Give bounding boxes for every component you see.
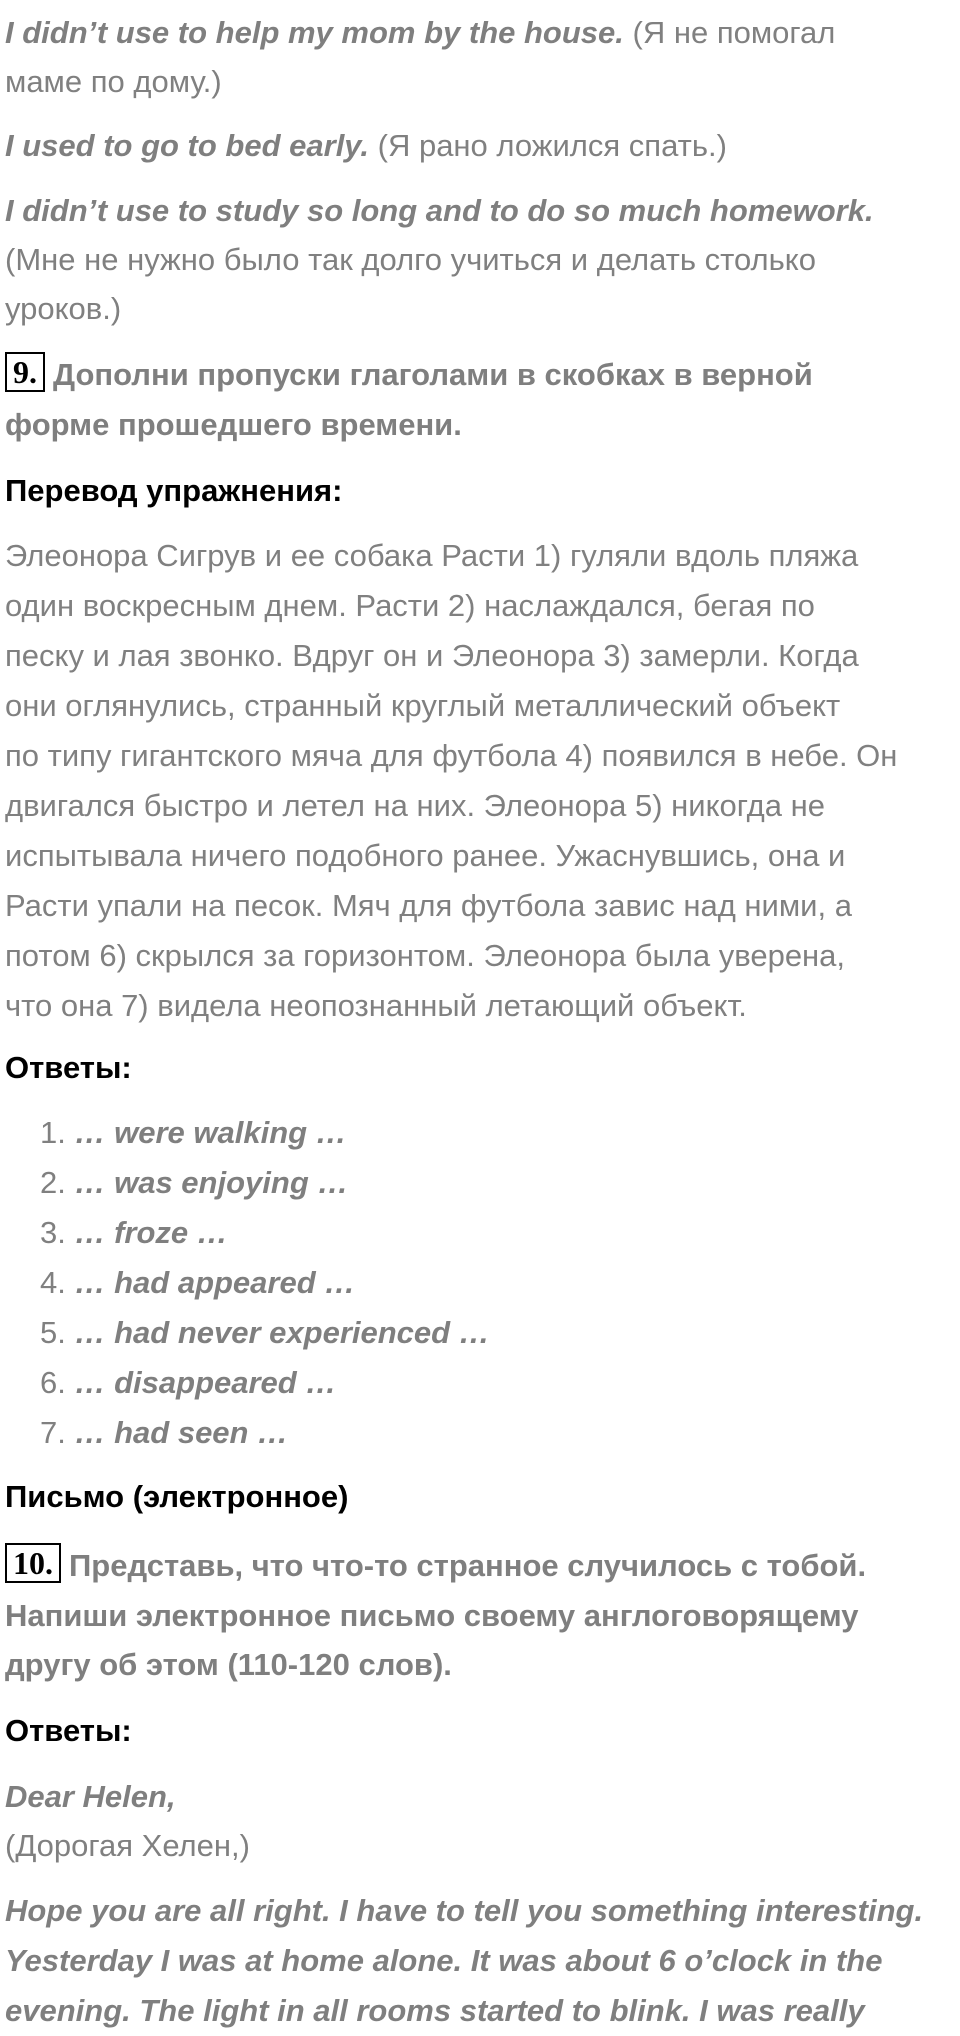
russian-translation: (Мне не нужно было так долго учиться и делать столько <box>5 242 816 277</box>
english-sentence: I didn’t use to help my mom by the house. <box>5 15 624 50</box>
example-line-2 <box>5 121 727 171</box>
task-10-heading <box>5 1541 866 1591</box>
answer-text: … was enjoying … <box>74 1165 349 1200</box>
english-sentence: I used to go to bed early. <box>5 128 370 163</box>
task-number-box: 10. <box>5 1543 61 1583</box>
answer-number: 1. <box>40 1115 66 1150</box>
letter-greeting: Dear Helen, <box>5 1779 176 1814</box>
answer-text: … had seen … <box>74 1415 289 1450</box>
translation-line: один воскресным днем. Расти 2) наслаждался, бегая по <box>5 588 815 623</box>
russian-translation: (Я не помогал <box>623 15 836 50</box>
translation-line: Расти упали на песок. Мяч для футбола завис над ними, а <box>5 888 852 923</box>
answer-text: … froze … <box>74 1215 228 1250</box>
russian-translation: (Я рано ложился спать.) <box>369 128 727 163</box>
translation-line: испытывала ничего подобного ранее. Ужаснувшись, она и <box>5 838 846 873</box>
translation-line: песку и лая звонко. Вдруг он и Элеонора 3) замерли. Когда <box>5 638 859 673</box>
task-number-box: 9. <box>5 352 45 392</box>
answer-text: … had appeared … <box>74 1265 356 1300</box>
answer-number: 5. <box>40 1315 66 1350</box>
answer-number: 4. <box>40 1265 66 1300</box>
task-9-title: Дополни пропуски глаголами в скобках в верной <box>53 357 813 392</box>
answer-item <box>5 1258 490 1308</box>
answer-item <box>5 1108 490 1158</box>
answer-item <box>5 1208 490 1258</box>
translation-text <box>5 531 897 1031</box>
task-9-heading <box>5 350 813 400</box>
answer-item <box>5 1158 490 1208</box>
translation-line: двигался быстро и летел на них. Элеонора 5) никогда не <box>5 788 825 823</box>
answer-item <box>5 1358 490 1408</box>
answer-text: … had never experienced … <box>74 1315 490 1350</box>
letter-body-line: evening. The light in all rooms started to blink. I was really <box>5 1993 865 2028</box>
translation-line: потом 6) скрылся за горизонтом. Элеонора была уверена, <box>5 938 846 973</box>
answer-item <box>5 1408 490 1458</box>
task-9-title-cont: форме прошедшего времени. <box>5 407 462 442</box>
task-10-title: Представь, что что-то странное случилось с тобой. <box>69 1548 867 1583</box>
english-sentence: I didn’t use to study so long and to do so much homework. <box>5 193 874 228</box>
russian-translation-cont: маме по дому.) <box>5 64 222 99</box>
answers-heading: Ответы: <box>5 1713 132 1748</box>
translation-line: что она 7) видела неопознанный летающий объект. <box>5 988 747 1023</box>
answer-number: 2. <box>40 1165 66 1200</box>
answer-number: 7. <box>40 1415 66 1450</box>
letter-body-line: Yesterday I was at home alone. It was about 6 o’clock in the <box>5 1943 883 1978</box>
letter-body-line: Hope you are all right. I have to tell you something interesting. <box>5 1893 924 1928</box>
section-heading: Письмо (электронное) <box>5 1479 349 1514</box>
example-line-1 <box>5 8 835 58</box>
translation-line: они оглянулись, странный круглый металлический объект <box>5 688 841 723</box>
translation-line: по типу гигантского мяча для футбола 4) появился в небе. Он <box>5 738 898 773</box>
answer-text: … were walking … <box>74 1115 347 1150</box>
translation-heading: Перевод упражнения: <box>5 473 343 508</box>
answer-item <box>5 1308 490 1358</box>
answers-heading: Ответы: <box>5 1050 132 1085</box>
task-10-title-cont: другу об этом (110-120 слов). <box>5 1647 452 1682</box>
russian-translation-cont: уроков.) <box>5 291 122 326</box>
answer-number: 6. <box>40 1365 66 1400</box>
task-10-title-cont: Напиши электронное письмо своему англоговорящему <box>5 1598 859 1633</box>
letter-greeting-translation: (Дорогая Хелен,) <box>5 1828 250 1863</box>
answers-list <box>5 1108 490 1458</box>
answer-text: … disappeared … <box>74 1365 337 1400</box>
letter-body <box>5 1886 923 2036</box>
answer-number: 3. <box>40 1215 66 1250</box>
translation-line: Элеонора Сигрув и ее собака Расти 1) гуляли вдоль пляжа <box>5 538 859 573</box>
